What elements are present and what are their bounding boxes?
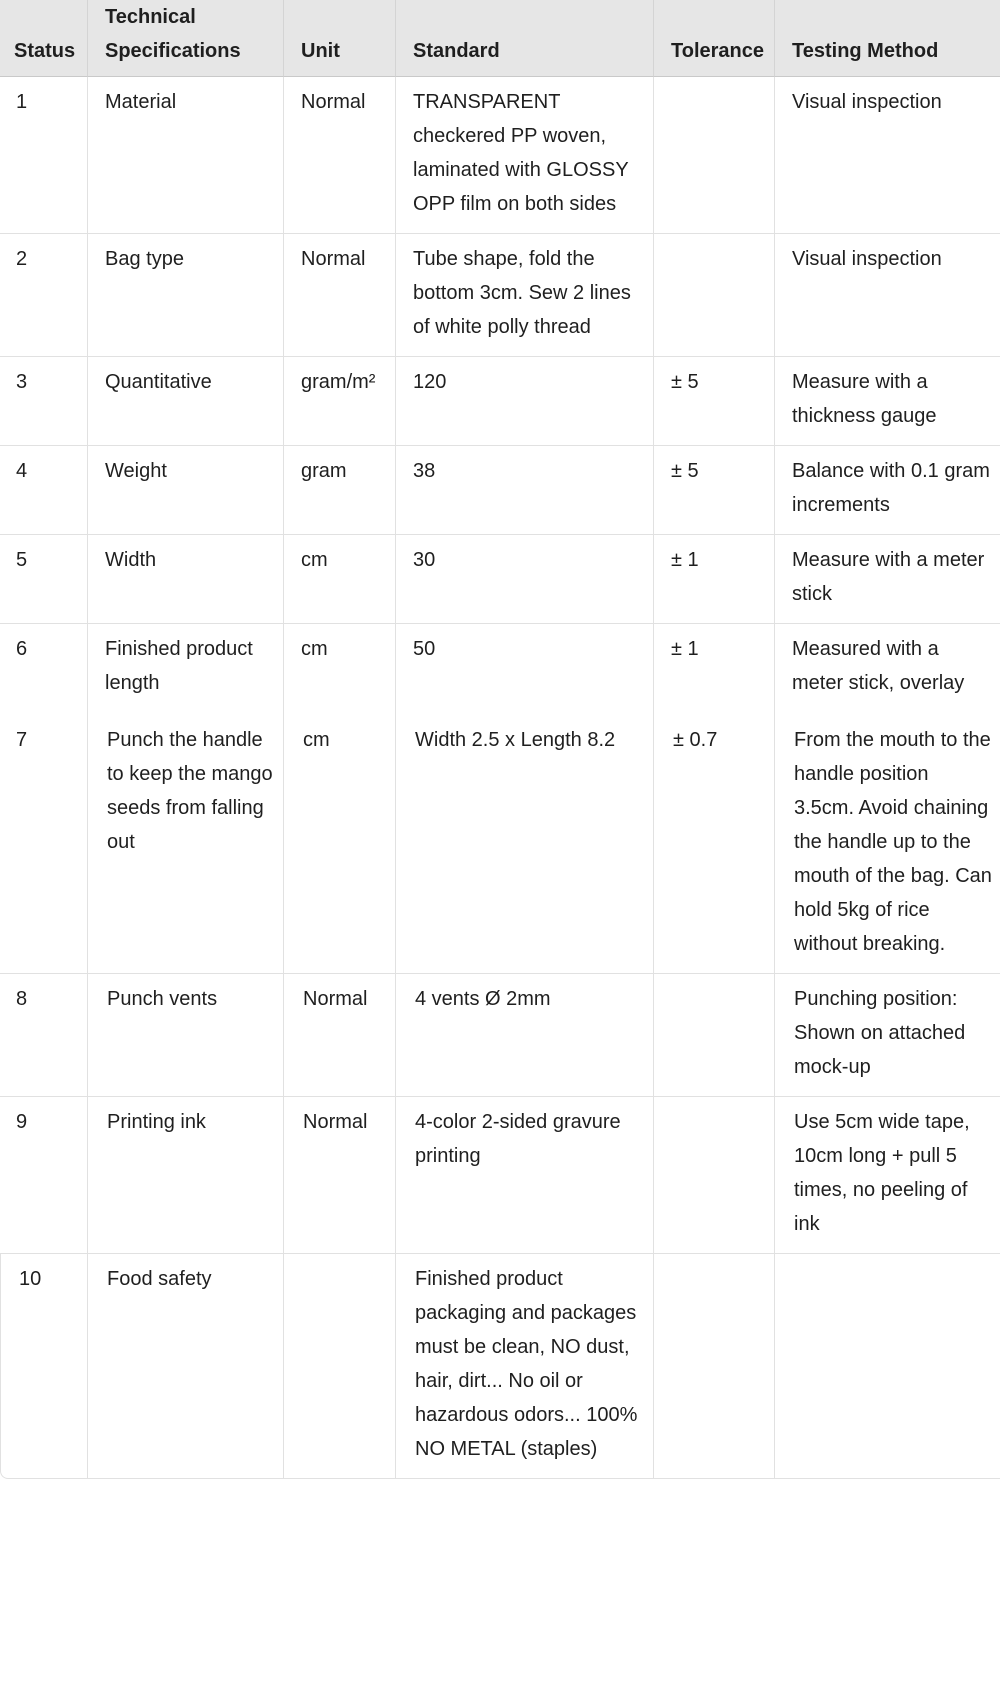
cell-specification: Printing ink (88, 1097, 284, 1254)
cell-standard: Tube shape, fold the bottom 3cm. Sew 2 lines of white polly thread (396, 234, 654, 357)
cell-specification: Finished product length (88, 624, 284, 713)
table-row (0, 357, 1000, 446)
header-testing-method: Testing Method (775, 0, 1000, 77)
table-row (0, 974, 1000, 1097)
cell-tolerance (654, 974, 775, 1097)
cell-specification: Quantitative (88, 357, 284, 446)
cell-status: 10 (0, 1254, 88, 1479)
table-row (0, 446, 1000, 535)
table-row (0, 713, 1000, 974)
table-row (0, 77, 1000, 234)
cell-status: 1 (0, 77, 88, 234)
table-row (0, 624, 1000, 713)
table-row (0, 535, 1000, 624)
header-row (0, 0, 1000, 77)
cell-unit: Normal (284, 234, 396, 357)
cell-standard: 38 (396, 446, 654, 535)
cell-testing-method: Use 5cm wide tape, 10cm long + pull 5 times, no peeling of ink (775, 1097, 1000, 1254)
cell-standard: 120 (396, 357, 654, 446)
cell-unit: Normal (284, 1097, 396, 1254)
cell-standard: TRANSPARENT checkered PP woven, laminated with GLOSSY OPP film on both sides (396, 77, 654, 234)
cell-testing-method: Measure with a thickness gauge (775, 357, 1000, 446)
header-technical-specifications: Technical Specifications (88, 0, 284, 77)
table-row (0, 1097, 1000, 1254)
cell-tolerance (654, 1254, 775, 1479)
header-status: Status (0, 0, 88, 77)
cell-specification: Width (88, 535, 284, 624)
cell-unit: gram (284, 446, 396, 535)
cell-status: 7 (0, 713, 88, 974)
cell-tolerance (654, 1097, 775, 1254)
cell-testing-method: Visual inspection (775, 77, 1000, 234)
cell-standard: Finished product packaging and packages must be clean, NO dust, hair, dirt... No oil or hazardous odors... 100% NO METAL (staples) (396, 1254, 654, 1479)
cell-tolerance: ± 1 (654, 535, 775, 624)
cell-testing-method: Measured with a meter stick, overlay (792, 638, 965, 694)
cell-specification: Weight (88, 446, 284, 535)
cell-unit: cm (284, 624, 396, 713)
cell-unit: cm (284, 535, 396, 624)
cell-specification: Bag type (88, 234, 284, 357)
cell-unit: Normal (284, 77, 396, 234)
cell-testing-method: From the mouth to the handle position 3.5cm. Avoid chaining the handle up to the mouth of the bag. Can hold 5kg of rice without breaking. (775, 713, 1000, 974)
cell-tolerance (654, 234, 775, 357)
cell-standard: 30 (396, 535, 654, 624)
cell-status: 8 (0, 974, 88, 1097)
cell-status: 3 (0, 357, 88, 446)
cell-specification: Food safety (88, 1254, 284, 1479)
cell-testing-method: Balance with 0.1 gram increments (775, 446, 1000, 535)
table-row (0, 1254, 1000, 1479)
cell-tolerance: ± 0.7 (654, 713, 775, 974)
cell-tolerance: ± 1 (654, 624, 775, 713)
header-unit: Unit (284, 0, 396, 77)
cell-status: 6 (0, 624, 88, 713)
cell-standard: 4 vents Ø 2mm (396, 974, 654, 1097)
cell-tolerance: ± 5 (654, 446, 775, 535)
cell-testing-method: Measure with a meter stick (775, 535, 1000, 624)
cell-unit: gram/m² (284, 357, 396, 446)
cell-specification: Punch vents (88, 974, 284, 1097)
cell-status: 4 (0, 446, 88, 535)
cell-status: 2 (0, 234, 88, 357)
header-tolerance: Tolerance (654, 0, 775, 77)
cell-tolerance (654, 77, 775, 234)
cell-testing-method: Visual inspection (775, 234, 1000, 357)
cell-status: 5 (0, 535, 88, 624)
cell-status: 9 (0, 1097, 88, 1254)
cell-unit (284, 1254, 396, 1479)
cell-unit: cm (284, 713, 396, 974)
cell-standard: 4-color 2-sided gravure printing (396, 1097, 654, 1254)
cell-standard: 50 (396, 624, 654, 713)
cell-standard: Width 2.5 x Length 8.2 (396, 713, 654, 974)
cell-specification: Material (88, 77, 284, 234)
table-row (0, 234, 1000, 357)
cell-unit: Normal (284, 974, 396, 1097)
cell-testing-method (775, 1254, 1000, 1479)
header-standard: Standard (396, 0, 654, 77)
cell-testing-method: Punching position: Shown on attached mock-up (775, 974, 1000, 1097)
cell-specification: Punch the handle to keep the mango seeds from falling out (88, 713, 284, 974)
cell-tolerance: ± 5 (654, 357, 775, 446)
